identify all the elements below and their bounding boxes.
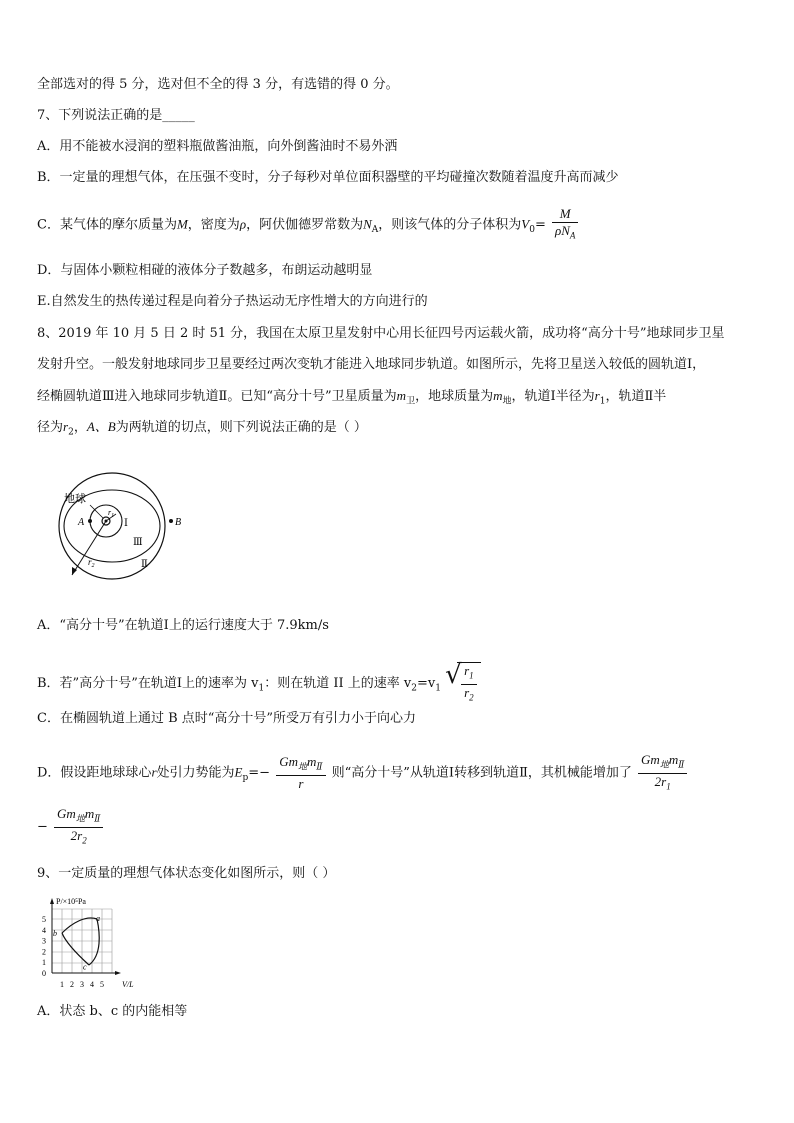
question-8-stem-line1: 8、2019 年 10 月 5 日 2 时 51 分，我国在太原卫星发射中心用长征四号丙运载火箭，成功将“高分十号”地球同步卫星 xyxy=(37,326,725,341)
y-tick-label: 2 xyxy=(42,947,46,957)
label-orbit-ii: Ⅱ xyxy=(141,559,148,570)
x-tick-label: 4 xyxy=(90,980,94,989)
y-tick-label: 1 xyxy=(42,958,46,968)
y-tick-label: 0 xyxy=(42,969,46,978)
question-7-stem: 7、下列说法正确的是_____ xyxy=(37,108,195,123)
question-8-stem-line4: 径为$r_2$，A、B为两轨道的切点，则下列说法正确的是（ ） xyxy=(37,419,367,438)
question-8-option-b: B．若”高分十号”在轨道Ⅰ上的速率为 $v_1$：则在轨道 II 上的速率 $v_2=v_1$ √ $\frac{r_1}{r_2}$ xyxy=(37,662,481,705)
x-tick-label: 1 xyxy=(60,980,64,989)
question-7-option-b: B．一定量的理想气体，在压强不变时，分子每秒对单位面积器壁的平均碰撞次数随着温度升高而减少 xyxy=(37,170,619,185)
question-8-option-d-cont: − $\frac{Gm_地m_Ⅱ}{2r_2}$ xyxy=(37,806,105,848)
label-b: B xyxy=(175,517,182,528)
label-a: A xyxy=(78,517,85,528)
orbit-diagram xyxy=(38,470,188,585)
question-7-option-e: E.自然发生的热传递过程是向着分子热运动无序性增大的方向进行的 xyxy=(37,294,428,309)
x-tick-label: 3 xyxy=(80,980,84,989)
pv-diagram xyxy=(38,893,148,993)
y-tick-label: 4 xyxy=(42,925,46,935)
state-point-c: c xyxy=(83,962,87,972)
question-8-option-d: D．假设距地球球心r处引力势能为$E_p=-$ $\frac{Gm_地m_Ⅱ}{r}$ 则“高分十号”从轨道Ⅰ转移到轨道Ⅱ，其机械能增加了 $\frac{Gm_地m_Ⅱ}{2r_1}$ xyxy=(37,752,689,794)
x-tick-label: 5 xyxy=(100,980,104,989)
point-a xyxy=(88,519,92,523)
y-tick-label: 3 xyxy=(42,936,46,946)
question-8-option-c: C．在椭圆轨道上通过 B 点时“高分十号”所受万有引力小于向心力 xyxy=(37,711,417,726)
question-7-option-d: D．与固体小颗粒相碰的液体分子数越多，布朗运动越明显 xyxy=(37,263,373,278)
label-orbit-iii: Ⅲ xyxy=(133,537,143,548)
x-tick-label: 2 xyxy=(70,980,74,989)
y-axis-label: P/×10⁵Pa xyxy=(56,897,86,906)
state-point-b: b xyxy=(53,929,57,939)
label-r2: $r_2$ xyxy=(88,557,95,569)
question-8-stem-line3: 经椭圆轨道Ⅲ进入地球同步轨道Ⅱ。已知“高分十号”卫星质量为$m_卫$，地球质量为$m_地$，轨道Ⅰ半径为$r_1$，轨道Ⅱ半 xyxy=(37,388,667,407)
pv-grid xyxy=(52,909,112,973)
question-9-option-a: A．状态 b、c 的内能相等 xyxy=(37,1004,188,1019)
question-8-stem-line2: 发射升空。一般发射地球同步卫星要经过两次变轨才能进入地球同步轨道。如图所示，先将卫星送入较低的圆轨道Ⅰ， xyxy=(37,357,706,372)
question-7-option-c: C．某气体的摩尔质量为M，密度为ρ，阿伏伽德罗常数为$N_A$，则该气体的分子体积为$V_0=$ $\frac{M}{\rho N_A}$ xyxy=(37,206,580,244)
label-orbit-i: Ⅰ xyxy=(124,518,128,529)
y-tick-label: 5 xyxy=(42,915,46,924)
earth-label: 地球 xyxy=(64,493,86,505)
x-axis-label: V/L xyxy=(122,980,134,989)
label-r1: $r_1$ xyxy=(108,508,115,519)
question-8-option-a: A．“高分十号”在轨道Ⅰ上的运行速度大于 7.9km/s xyxy=(37,618,329,633)
question-7-option-a: A．用不能被水浸润的塑料瓶做酱油瓶，向外倒酱油时不易外洒 xyxy=(37,139,398,154)
curve-c-b xyxy=(62,933,89,965)
sqrt-ratio: √ $\frac{r_1}{r_2}$ xyxy=(445,662,481,705)
state-point-a: a xyxy=(96,914,100,923)
orbit-ii-circle xyxy=(59,473,165,579)
point-b xyxy=(169,519,173,523)
curve-a-c xyxy=(89,919,99,965)
question-9-stem: 9、一定质量的理想气体状态变化如图所示，则（ ） xyxy=(37,866,336,881)
fraction-molecular-volume: $\frac{M}{\rho N_A}$ xyxy=(552,206,578,244)
instruction-line: 全部选对的得 5 分，选对但不全的得 3 分，有选错的得 0 分。 xyxy=(37,77,399,92)
